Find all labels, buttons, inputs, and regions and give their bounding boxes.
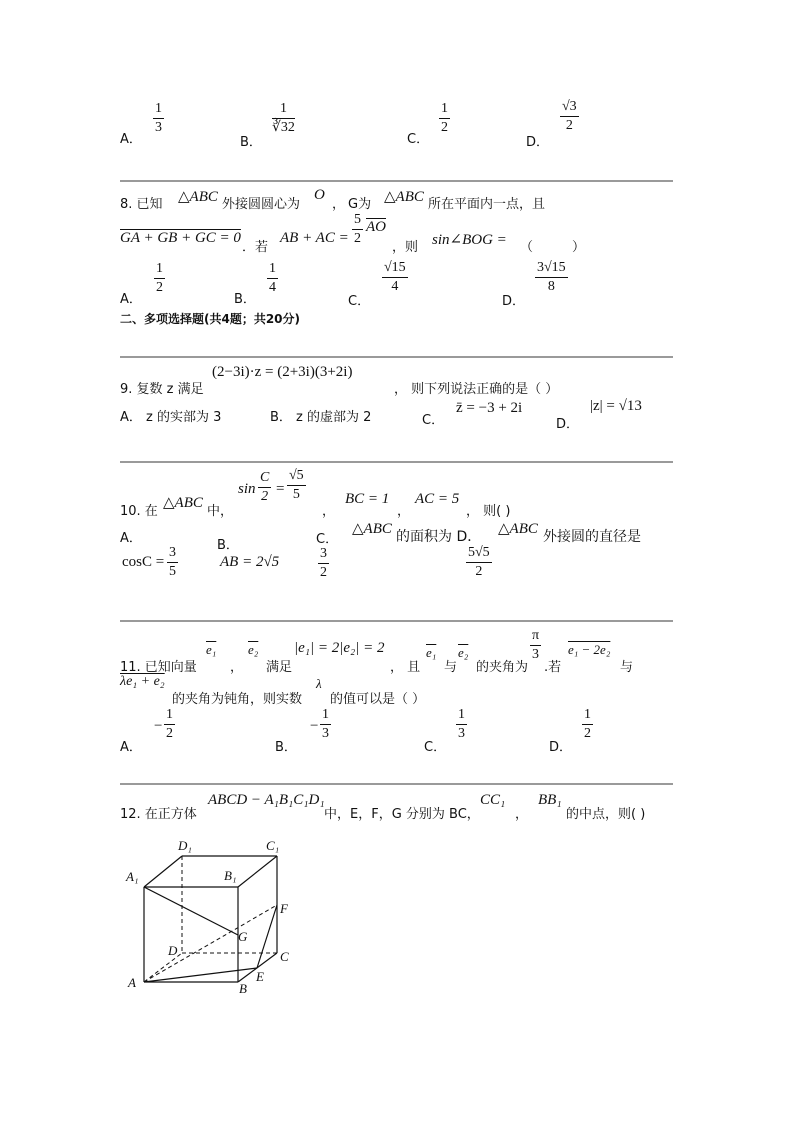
q11-option-c-fraction: 1 3 (458, 707, 465, 741)
q8-text-then: ，则 (392, 240, 419, 255)
q10-option-c-fraction: 3 2 (320, 546, 327, 580)
q12-comma: ， (515, 807, 529, 822)
q8-equation-left: AB + AC = (280, 230, 349, 246)
q10-option-b-equation: AB = 2√5 (220, 554, 280, 570)
q11-text-obtuse: 的夹角为钝角，则实数 (172, 692, 303, 707)
q8-text-g: G为 (348, 197, 372, 212)
q11-option-b-label: B． (275, 740, 297, 755)
q10-option-d-text: 外接圆的直径是 (543, 529, 641, 545)
q11-prefix: 11. 已知向量 (120, 660, 197, 675)
divider-q9 (120, 356, 673, 358)
q10-text-in: 中， (207, 504, 234, 519)
divider-q10 (120, 461, 673, 463)
q8-prefix: 8. 已知 (120, 197, 163, 212)
q10-option-c-text: 的面积为 D． (396, 529, 482, 545)
q11-lambda: λ (316, 676, 322, 691)
q8-option-d-label: D． (502, 294, 526, 309)
q8-vector-equation: GA + GB + GC = 0 (120, 230, 241, 246)
q11-condition: |e₁| = 2|e₂| = 2 (294, 640, 385, 656)
q11-comma: ， (230, 660, 244, 675)
q8-option-c-fraction: √15 4 (384, 260, 406, 294)
q9-option-c-equation: z̄ = −3 + 2i (456, 400, 523, 416)
q10-comma-2: ， (397, 504, 411, 519)
q12-tail: 的中点，则( ) (566, 807, 646, 822)
q10-sin-value: √5 5 (289, 468, 304, 502)
q10-comma-1: ， (322, 504, 336, 519)
q10-option-b-label: B． (217, 538, 239, 553)
q11-option-b-fraction: 1 3 (322, 707, 329, 741)
vertex-label-b: B (239, 981, 247, 995)
divider-q8 (120, 180, 673, 182)
edge-a1d1 (144, 856, 182, 887)
q8-option-a-label: A． (120, 292, 142, 307)
q11-expression-1: e₁ − 2e₂ (568, 642, 611, 657)
q11-vector-e2-b: e₂ (458, 645, 469, 660)
divider-q11 (120, 620, 673, 622)
q11-option-a-label: A． (120, 740, 142, 755)
q8-vector-ao: $\overline{AO}$ (366, 219, 386, 235)
q11-option-b-sign: − (310, 718, 319, 734)
q11-option-d-fraction: 1 2 (584, 707, 591, 741)
q11-text-angle: 的夹角为 (476, 660, 529, 675)
q9-option-d-label: D． (556, 417, 580, 432)
q8-equation-fraction: 5 2 (354, 212, 361, 246)
q7-option-c-label: C． (407, 132, 430, 147)
q11-vector-e2: e₂ (248, 642, 259, 657)
q10-option-d-triangle: △ABC (498, 521, 538, 537)
q10-ac: AC = 5 (415, 491, 460, 507)
q8-option-d-fraction: 3√15 8 (537, 260, 566, 294)
vertex-label-c1: C₁ (266, 838, 280, 853)
q8-option-b-fraction: 1 4 (269, 261, 276, 295)
q10-bc: BC = 1 (345, 491, 390, 507)
q10-option-c-label: C． (316, 532, 339, 547)
q10-option-a-label: A． (120, 531, 142, 546)
q8-option-a-fraction: 1 2 (156, 261, 163, 295)
q7-option-a-label: A． (120, 132, 142, 147)
q8-option-c-label: C． (348, 294, 371, 309)
q9-option-d-equation: |z| = √13 (590, 398, 642, 414)
q9-option-b: B． z 的虚部为 2 (270, 410, 372, 425)
q10-option-a-left: cosC = (122, 554, 165, 570)
q7-option-a-fraction: 1 3 (155, 101, 162, 135)
q11-option-a-fraction: 1 2 (166, 707, 173, 741)
q11-option-c-label: C． (424, 740, 447, 755)
vertex-label-b1: B₁ (224, 868, 237, 883)
q11-text-satisfy: 满足 (266, 660, 293, 675)
q10-tail: ， 则( ) (466, 504, 511, 519)
q11-text-with: 与 (444, 660, 458, 675)
q10-prefix: 10. 在 (120, 504, 158, 519)
point-label-g: G (238, 929, 248, 944)
q11-expression-2: λe₁ + e₂ (120, 674, 165, 689)
q12-prefix: 12. 在正方体 (120, 807, 197, 822)
vertex-label-a: A (128, 975, 136, 990)
point-label-f: F (280, 901, 288, 916)
q11-text-if: .若 (544, 660, 562, 675)
q12-segment-cc1: CC₁ (480, 792, 506, 808)
q7-option-c-fraction: 1 2 (441, 101, 448, 135)
divider-q12 (120, 783, 673, 785)
q10-half-angle: C 2 (260, 470, 270, 504)
q8-answer-paren: （ ） (520, 240, 586, 255)
q11-option-d-label: D． (549, 740, 573, 755)
vertex-label-a1: A₁ (126, 869, 139, 884)
q8-text-plane: 所在平面内一点，且 (428, 197, 546, 212)
q10-option-c-triangle: △ABC (352, 521, 392, 537)
q9-prefix: 9. 复数 z 满足 (120, 382, 204, 397)
q11-vector-e1: e₁ (206, 642, 217, 657)
q7-option-b-label: B． (240, 135, 262, 150)
q8-comma: ， (332, 197, 346, 212)
edge-b1c1 (238, 856, 277, 887)
cube-figure (120, 835, 300, 995)
point-label-e: E (256, 969, 264, 984)
q11-vector-e1-b: e₁ (426, 645, 437, 660)
q11-text-values: 的值可以是（ ） (330, 692, 426, 707)
section-heading-multiple-choice: 二、多项选择题(共4题；共20分) (120, 312, 301, 326)
q11-text-with-2: 与 (620, 660, 634, 675)
q9-option-c-label: C． (422, 413, 445, 428)
q10-equals: = (276, 481, 285, 497)
q12-cube-name: ABCD − A₁B₁C₁D₁ (208, 792, 325, 808)
q12-segment-bb1: BB₁ (538, 792, 562, 808)
q10-triangle: △ABC (163, 495, 203, 511)
q9-question-tail: ， 则下列说法正确的是（ ） (394, 382, 559, 397)
q8-triangle-1: △ABC (178, 189, 218, 205)
q10-option-d-fraction: 5√5 2 (468, 545, 490, 579)
q11-text-and: ， 且 (390, 660, 421, 675)
q7-option-d-fraction: √3 2 (562, 99, 577, 133)
q7-option-b-fraction: 1 ∛32 (272, 101, 295, 135)
q10-sin-label: sin (238, 481, 256, 497)
q12-text-midpoints: 中，E，F，G 分别为 BC， (324, 807, 480, 822)
q8-text-circumcenter: 外接圆圆心为 (222, 197, 301, 212)
q8-point-o: O (314, 187, 325, 203)
q10-option-a-fraction: 3 5 (169, 545, 176, 579)
vertex-label-d: D (168, 943, 178, 958)
vertex-label-c: C (280, 949, 289, 964)
q11-angle-fraction: π 3 (532, 628, 540, 662)
segment-a1g (144, 887, 238, 935)
q11-option-a-sign: − (154, 718, 163, 734)
vertex-label-d1: D₁ (178, 838, 192, 853)
q8-option-b-label: B． (234, 292, 256, 307)
q7-option-d-label: D． (526, 135, 550, 150)
q9-equation: (2−3i)·z = (2+3i)(3+2i) (212, 364, 353, 380)
q8-sin-expression: sin∠BOG = (432, 232, 507, 248)
q8-triangle-2: △ABC (384, 189, 424, 205)
q9-option-a: A． z 的实部为 3 (120, 410, 222, 425)
q8-text-if: ．若 (242, 240, 269, 255)
